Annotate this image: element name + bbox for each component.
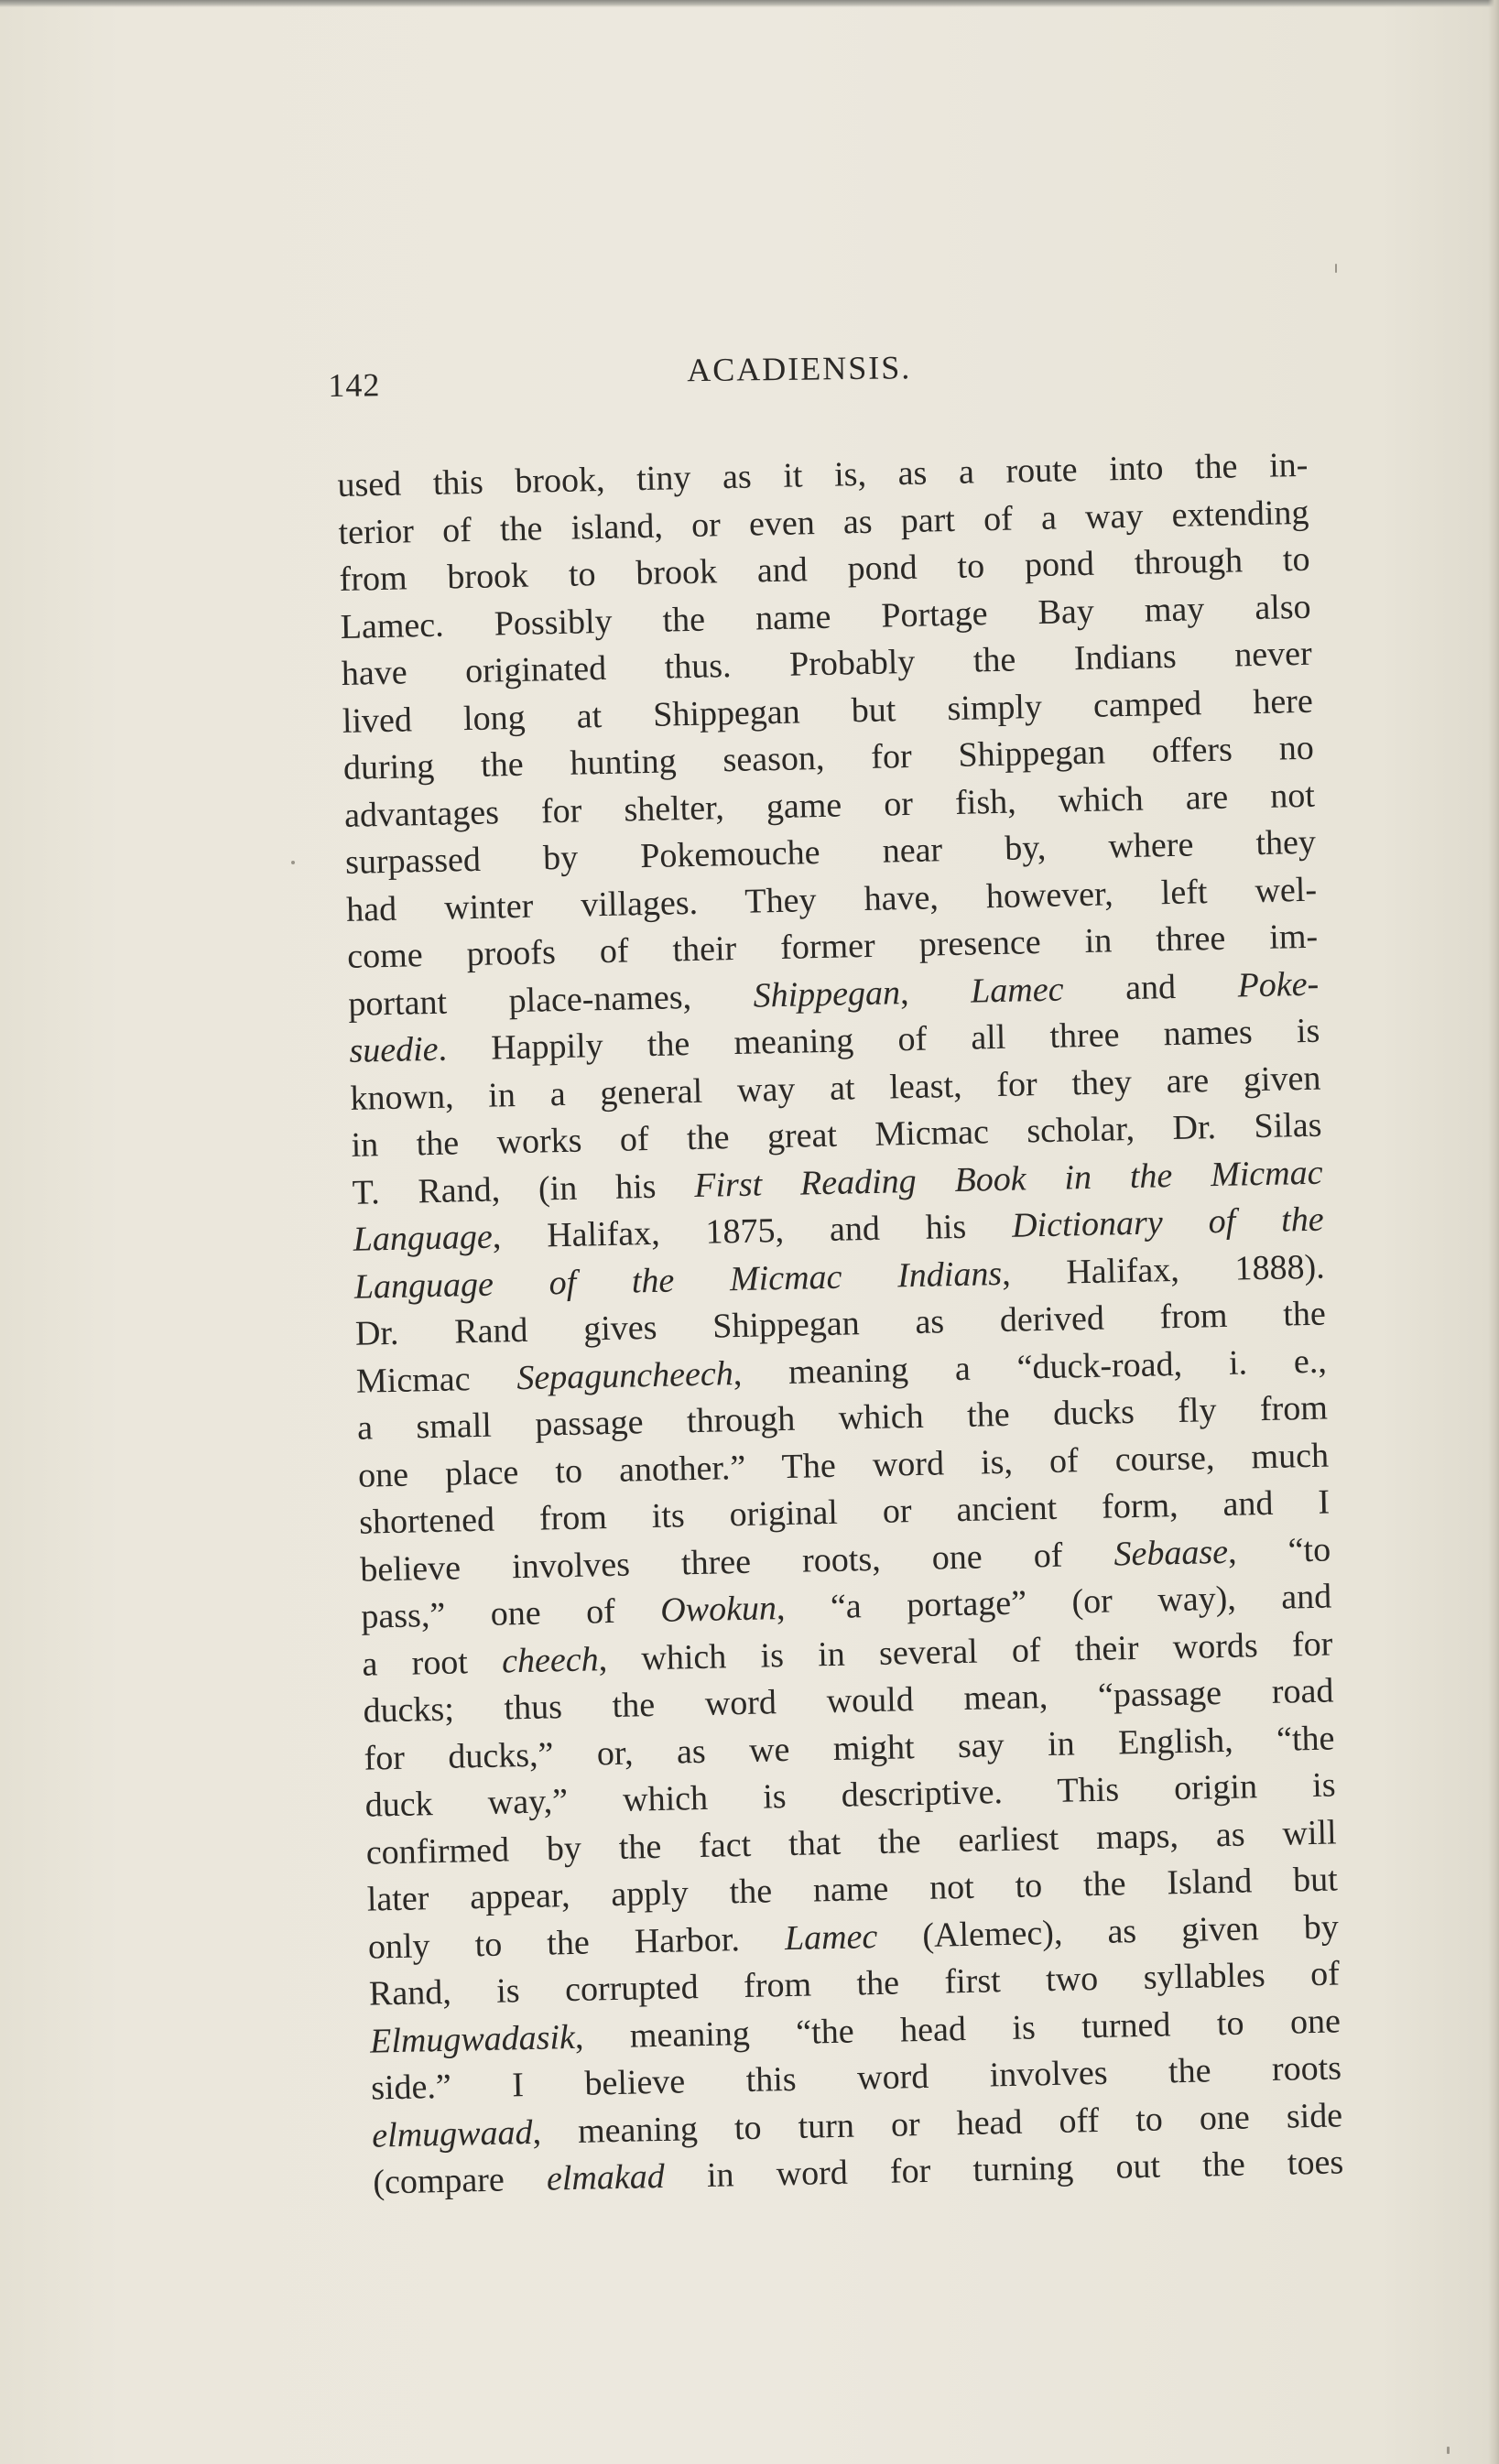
text-line: from brook to brook and pond to pond through to	[339, 539, 1310, 599]
text-line: have originated thus. Probably the Indians never	[341, 634, 1313, 693]
text-line: used this brook, tiny as it is, as a route into the in-	[337, 445, 1309, 505]
text-line: believe involves three roots, one of Sebaase, “to	[359, 1530, 1331, 1590]
page-top-edge	[0, 0, 1499, 7]
paper-speck	[291, 861, 295, 864]
text-line: during the hunting season, for Shippegan offers no	[342, 728, 1315, 787]
text-line: lived long at Shippegan but simply camped here	[342, 681, 1314, 741]
paper-speck	[1335, 264, 1337, 273]
text-line: a small passage through which the ducks fly from	[356, 1388, 1329, 1448]
text-line: surpassed by Pokemouche near by, where they	[344, 822, 1317, 882]
text-line: Language of the Micmac Indians, Halifax, 1888).	[353, 1247, 1326, 1307]
page-right-edge	[1488, 0, 1499, 2464]
page-number: 142	[328, 366, 381, 404]
text-line: known, in a general way at least, for they are given	[350, 1058, 1321, 1118]
text-line: Lamec. Possibly the name Portage Bay may also	[340, 587, 1311, 646]
text-line: suedie. Happily the meaning of all three names is	[349, 1011, 1320, 1070]
text-line: (compare elmakad in word for turning out the toes	[372, 2143, 1344, 2202]
text-line: later appear, apply the name not to the Island but	[366, 1860, 1339, 1919]
text-line: side.” I believe this word involves the roots	[370, 2048, 1342, 2108]
text-line: only to the Harbor. Lamec (Alemec), as given by	[367, 1906, 1340, 1967]
text-line: one place to another.” The word is, of course, much	[357, 1436, 1330, 1495]
paper-speck	[1447, 2447, 1450, 2454]
text-line: Rand, is corrupted from the first two syllables of	[368, 1954, 1341, 2014]
text-line: T. Rand, (in his First Reading Book in the Micmac	[352, 1153, 1323, 1212]
journal-title: ACADIENSIS.	[686, 349, 912, 389]
text-line: advantages for shelter, game or fish, which are not	[343, 776, 1316, 835]
text-line: Language, Halifax, 1875, and his Dictionary of the	[353, 1199, 1325, 1259]
text-line: elmugwaad, meaning to turn or head off to one side	[371, 2095, 1343, 2155]
text-line: had winter villages. They have, however, left wel-	[345, 870, 1318, 929]
text-line: portant place-names, Shippegan, Lamec and Poke-	[347, 964, 1320, 1024]
text-line: shortened from its original or ancient form, and I	[358, 1482, 1331, 1542]
running-head	[328, 343, 1309, 410]
text-line: for ducks,” or, as we might say in English, “the	[364, 1718, 1335, 1778]
text-line: ducks; thus the word would mean, “passage road	[363, 1671, 1334, 1731]
text-line: pass,” one of Owokun, “a portage” (or way), and	[360, 1577, 1332, 1636]
body-text	[337, 442, 1344, 2207]
text-line: confirmed by the fact that the earliest maps, as will	[365, 1812, 1338, 1872]
text-line: in the works of the great Micmac scholar, Dr. Silas	[351, 1105, 1322, 1165]
text-line: Dr. Rand gives Shippegan as derived from the	[354, 1294, 1327, 1353]
text-line: a root cheech, which is in several of their words for	[362, 1624, 1333, 1684]
text-line: Elmugwadasik, meaning “the head is turned to one	[369, 2001, 1341, 2061]
text-line: Micmac Sepaguncheech, meaning a “duck-road, i. e.,	[355, 1341, 1328, 1401]
text-line: come proofs of their former presence in three im-	[346, 917, 1319, 976]
text-line: terior of the island, or even as part of a way extending	[338, 493, 1309, 552]
text-line: duck way,” which is descriptive. This origin is	[364, 1765, 1336, 1825]
